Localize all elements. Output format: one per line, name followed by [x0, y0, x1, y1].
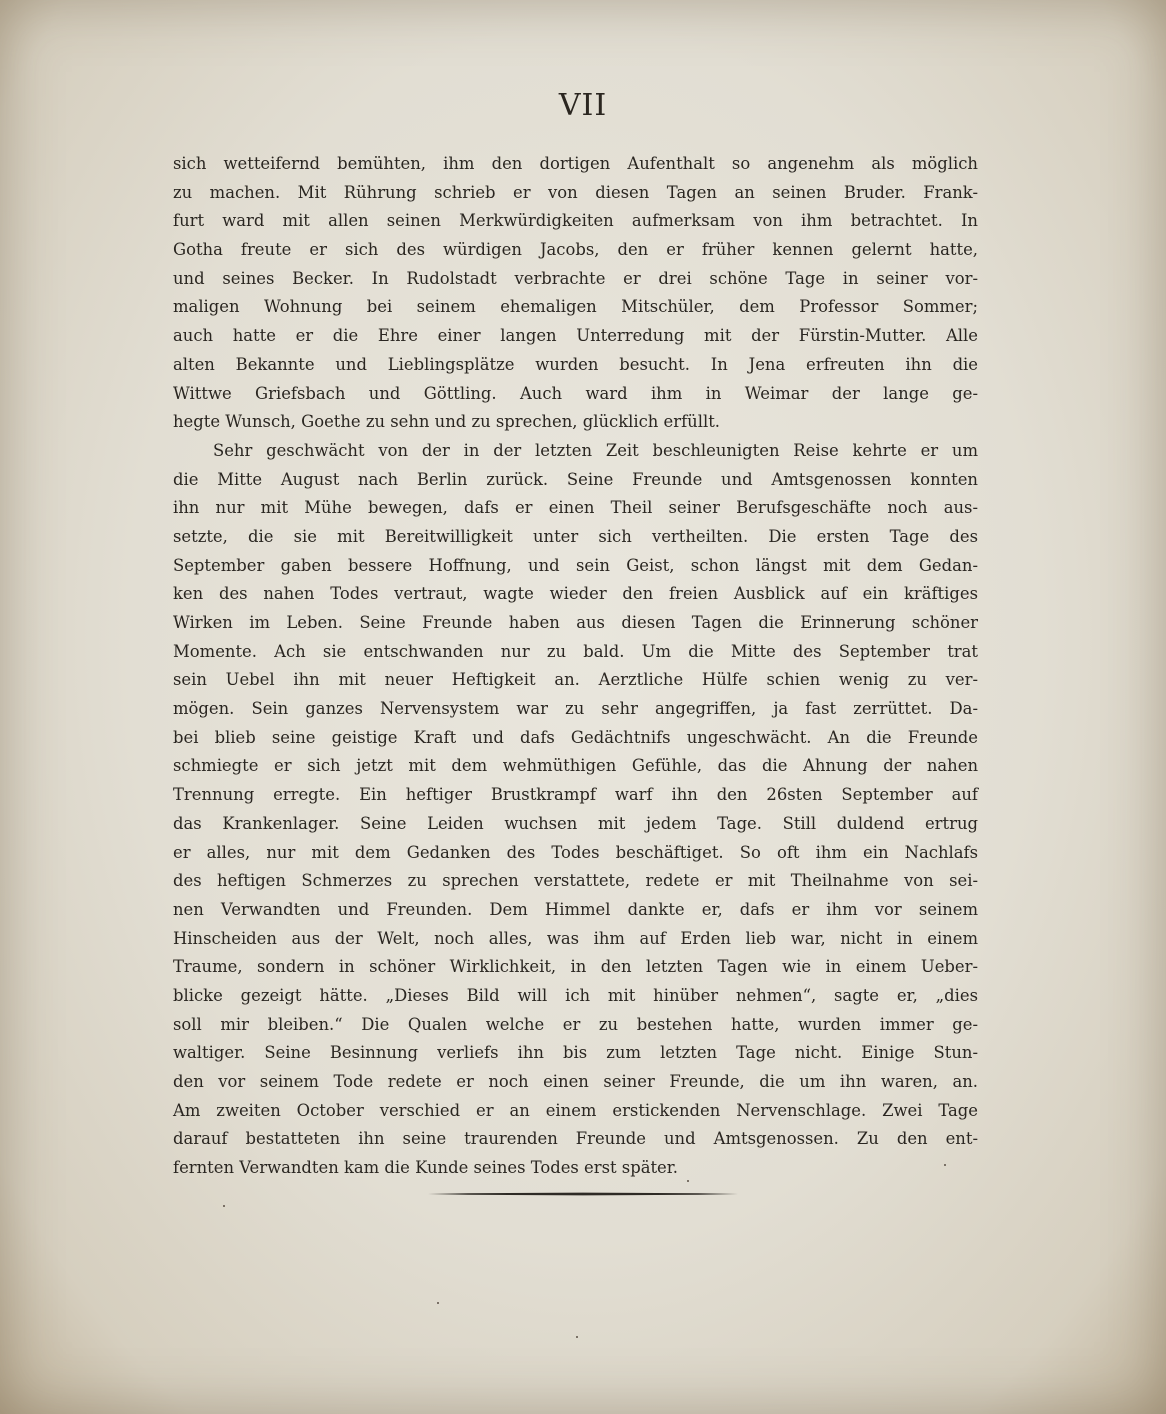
text-line: nen Verwandten und Freunden. Dem Himmel dankte er, dafs er ihm vor seinem [173, 899, 978, 919]
paragraph-start-line: Sehr geschwächt von der in der letzten Zeit beschleunigten Reise kehrte er um [213, 440, 978, 460]
text-line: setzte, die sie mit Bereitwilligkeit unter sich vertheilten. Die ersten Tage des [173, 526, 978, 546]
paragraph-end-line: hegte Wunsch, Goethe zu sehn und zu sprechen, glücklich erfüllt. [173, 412, 720, 432]
paper-speck [687, 1180, 689, 1182]
text-line: ken des nahen Todes vertraut, wagte wieder den freien Ausblick auf ein kräftiges [173, 584, 978, 604]
end-rule-ornament [428, 1191, 738, 1197]
text-line: September gaben bessere Hoffnung, und sein Geist, schon längst mit dem Gedan- [173, 555, 978, 575]
text-line: soll mir bleiben.“ Die Qualen welche er zu bestehen hatte, wurden immer ge- [173, 1014, 978, 1034]
text-line: Wirken im Leben. Seine Freunde haben aus diesen Tagen die Erinnerung schöner [173, 613, 978, 632]
text-line: ihn nur mit Mühe bewegen, dafs er einen Theil seiner Berufsgeschäfte noch aus- [173, 498, 978, 518]
text-line: blicke gezeigt hätte. „Dieses Bild will ich mit hinüber nehmen“, sagte er, „dies [173, 985, 978, 1005]
page-number: VII [558, 88, 608, 123]
text-line: Gotha freute er sich des würdigen Jacobs, den er früher kennen gelernt hatte, [173, 240, 978, 260]
text-line: furt ward mit allen seinen Merkwürdigkeiten aufmerksam von ihm betrachtet. In [173, 211, 978, 231]
text-line: die Mitte August nach Berlin zurück. Seine Freunde und Amtsgenossen konnten [173, 469, 978, 489]
text-line: zu machen. Mit Rührung schrieb er von diesen Tagen an seinen Bruder. Frank- [173, 182, 978, 202]
paper-speck [437, 1302, 439, 1304]
text-line: sein Uebel ihn mit neuer Heftigkeit an. Aerztliche Hülfe schien wenig zu ver- [173, 670, 978, 690]
text-line: auch hatte er die Ehre einer langen Unterredung mit der Fürstin-Mutter. Alle [173, 326, 978, 346]
text-line: darauf bestatteten ihn seine traurenden Freunde und Amtsgenossen. Zu den ent- [173, 1129, 978, 1149]
text-line: des heftigen Schmerzes zu sprechen verstattete, redete er mit Theilnahme von sei- [173, 871, 978, 891]
text-line: maligen Wohnung bei seinem ehemaligen Mitschüler, dem Professor Sommer; [173, 297, 978, 317]
paper-speck [223, 1205, 225, 1207]
text-line: Wittwe Griefsbach und Göttling. Auch ward ihm in Weimar der lange ge- [173, 383, 978, 403]
text-line: das Krankenlager. Seine Leiden wuchsen mit jedem Tage. Still duldend ertrug [173, 813, 978, 833]
text-line: bei blieb seine geistige Kraft und dafs Gedächtnifs ungeschwächt. An die Freunde [173, 727, 978, 747]
text-line: Am zweiten October verschied er an einem erstickenden Nervenschlage. Zwei Tage [173, 1100, 978, 1120]
paragraph-end-line: fernten Verwandten kam die Kunde seines Todes erst später. [173, 1158, 679, 1178]
text-line: alten Bekannte und Lieblingsplätze wurden besucht. In Jena erfreuten ihn die [173, 354, 978, 374]
body-text [173, 150, 978, 1183]
text-line: waltiger. Seine Besinnung verliefs ihn bis zum letzten Tage nicht. Einige Stun- [173, 1043, 978, 1063]
paper-speck [944, 1164, 946, 1166]
paper-speck [576, 1336, 578, 1338]
text-line: den vor seinem Tode redete er noch einen seiner Freunde, die um ihn waren, an. [173, 1072, 978, 1091]
text-line: sich wetteifernd bemühten, ihm den dortigen Aufenthalt so angenehm als möglich [173, 154, 978, 173]
text-line: er alles, nur mit dem Gedanken des Todes beschäftiget. So oft ihm ein Nachlafs [173, 842, 978, 862]
text-line: Traume, sondern in schöner Wirklichkeit, in den letzten Tagen wie in einem Ueber- [173, 957, 978, 977]
text-line: schmiegte er sich jetzt mit dem wehmüthigen Gefühle, das die Ahnung der nahen [173, 756, 978, 776]
text-line: und seines Becker. In Rudolstadt verbrachte er drei schöne Tage in seiner vor- [173, 268, 978, 288]
text-line: Momente. Ach sie entschwanden nur zu bald. Um die Mitte des September trat [173, 641, 978, 661]
text-line: mögen. Sein ganzes Nervensystem war zu sehr angegriffen, ja fast zerrüttet. Da- [173, 699, 978, 719]
text-line: Hinscheiden aus der Welt, noch alles, was ihm auf Erden lieb war, nicht in einem [173, 928, 978, 948]
text-line: Trennung erregte. Ein heftiger Brustkrampf warf ihn den 26sten September auf [173, 785, 978, 805]
